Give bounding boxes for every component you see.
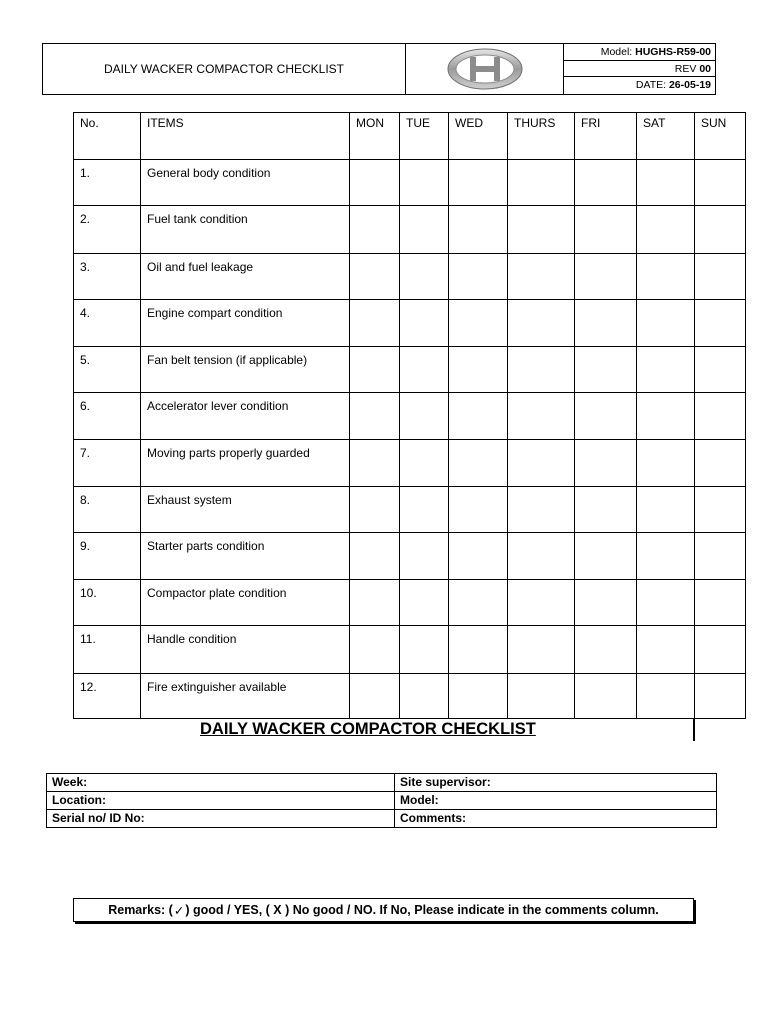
day-check-cell[interactable] xyxy=(637,673,695,718)
day-check-cell[interactable] xyxy=(575,206,637,253)
day-check-cell[interactable] xyxy=(508,579,575,625)
site-supervisor-field[interactable]: Site supervisor: xyxy=(395,774,717,792)
row-item: Compactor plate condition xyxy=(141,579,350,625)
row-number: 10. xyxy=(74,579,141,625)
col-header: ITEMS xyxy=(141,113,350,160)
day-check-cell[interactable] xyxy=(350,532,400,579)
section-title: DAILY WACKER COMPACTOR CHECKLIST xyxy=(200,720,536,738)
col-header: SUN xyxy=(695,113,746,160)
day-check-cell[interactable] xyxy=(350,579,400,625)
meta-rev: REV 00 xyxy=(564,61,715,78)
day-check-cell[interactable] xyxy=(350,487,400,532)
checklist-row xyxy=(74,299,746,346)
location-field[interactable]: Location: xyxy=(47,792,395,810)
col-header: TUE xyxy=(400,113,449,160)
row-number: 5. xyxy=(74,347,141,392)
day-check-cell[interactable] xyxy=(400,439,449,486)
day-check-cell[interactable] xyxy=(637,439,695,486)
day-check-cell[interactable] xyxy=(400,392,449,439)
checklist-row xyxy=(74,347,746,392)
day-check-cell[interactable] xyxy=(449,160,508,206)
day-check-cell[interactable] xyxy=(637,347,695,392)
row-item: Accelerator lever condition xyxy=(141,392,350,439)
row-number: 7. xyxy=(74,439,141,486)
day-check-cell[interactable] xyxy=(350,160,400,206)
day-check-cell[interactable] xyxy=(449,532,508,579)
serial-field[interactable]: Serial no/ ID No: xyxy=(47,810,395,828)
col-header: MON xyxy=(350,113,400,160)
day-check-cell[interactable] xyxy=(695,439,746,486)
day-check-cell[interactable] xyxy=(575,626,637,673)
day-check-cell[interactable] xyxy=(695,206,746,253)
logo-emblem-icon xyxy=(446,47,524,91)
day-check-cell[interactable] xyxy=(637,206,695,253)
day-check-cell[interactable] xyxy=(400,253,449,299)
day-check-cell[interactable] xyxy=(508,299,575,346)
day-check-cell[interactable] xyxy=(508,206,575,253)
day-check-cell[interactable] xyxy=(575,347,637,392)
checklist-row xyxy=(74,160,746,206)
row-item: Moving parts properly guarded xyxy=(141,439,350,486)
day-check-cell[interactable] xyxy=(575,532,637,579)
day-check-cell[interactable] xyxy=(637,160,695,206)
day-check-cell[interactable] xyxy=(449,253,508,299)
row-item: Exhaust system xyxy=(141,487,350,532)
day-check-cell[interactable] xyxy=(449,673,508,718)
checklist-row xyxy=(74,673,746,718)
row-number: 4. xyxy=(74,299,141,346)
checklist-row xyxy=(74,392,746,439)
row-number: 2. xyxy=(74,206,141,253)
remarks-box xyxy=(73,898,694,922)
row-item: Handle condition xyxy=(141,626,350,673)
day-check-cell[interactable] xyxy=(575,160,637,206)
day-check-cell[interactable] xyxy=(637,626,695,673)
day-check-cell[interactable] xyxy=(449,579,508,625)
day-check-cell[interactable] xyxy=(400,532,449,579)
col-header: FRI xyxy=(575,113,637,160)
day-check-cell[interactable] xyxy=(350,253,400,299)
day-check-cell[interactable] xyxy=(400,579,449,625)
day-check-cell[interactable] xyxy=(400,206,449,253)
day-check-cell[interactable] xyxy=(508,532,575,579)
day-check-cell[interactable] xyxy=(508,392,575,439)
day-check-cell[interactable] xyxy=(400,160,449,206)
day-check-cell[interactable] xyxy=(449,626,508,673)
day-check-cell[interactable] xyxy=(449,487,508,532)
row-number: 11. xyxy=(74,626,141,673)
day-check-cell[interactable] xyxy=(637,299,695,346)
col-header: SAT xyxy=(637,113,695,160)
day-check-cell[interactable] xyxy=(575,439,637,486)
day-check-cell[interactable] xyxy=(508,439,575,486)
day-check-cell[interactable] xyxy=(350,392,400,439)
row-item: Oil and fuel leakage xyxy=(141,253,350,299)
day-check-cell[interactable] xyxy=(637,579,695,625)
checklist-row xyxy=(74,626,746,673)
info-table xyxy=(46,773,717,828)
row-number: 8. xyxy=(74,487,141,532)
document-meta xyxy=(564,44,715,94)
day-check-cell[interactable] xyxy=(575,579,637,625)
header-title: DAILY WACKER COMPACTOR CHECKLIST xyxy=(43,44,406,94)
row-item: Fuel tank condition xyxy=(141,206,350,253)
day-check-cell[interactable] xyxy=(695,673,746,718)
day-check-cell[interactable] xyxy=(449,206,508,253)
row-number: 9. xyxy=(74,532,141,579)
col-header: THURS xyxy=(508,113,575,160)
day-check-cell[interactable] xyxy=(575,673,637,718)
row-item: Starter parts condition xyxy=(141,532,350,579)
day-check-cell[interactable] xyxy=(575,392,637,439)
model-field[interactable]: Model: xyxy=(395,792,717,810)
day-check-cell[interactable] xyxy=(695,487,746,532)
day-check-cell[interactable] xyxy=(508,347,575,392)
day-check-cell[interactable] xyxy=(400,626,449,673)
col-header: No. xyxy=(74,113,141,160)
comments-field[interactable]: Comments: xyxy=(395,810,717,828)
remarks-prefix: Remarks: ( xyxy=(108,903,173,917)
meta-model: Model: HUGHS-R59-00 xyxy=(564,44,715,61)
day-check-cell[interactable] xyxy=(575,487,637,532)
day-check-cell[interactable] xyxy=(695,392,746,439)
company-logo xyxy=(406,44,564,94)
day-check-cell[interactable] xyxy=(695,347,746,392)
day-check-cell[interactable] xyxy=(508,626,575,673)
row-number: 12. xyxy=(74,673,141,718)
day-check-cell[interactable] xyxy=(508,160,575,206)
day-check-cell[interactable] xyxy=(350,439,400,486)
remarks-text: ) good / YES, ( X ) No good / NO. If No, Please indicate in the comments column. xyxy=(185,903,659,917)
checklist-row xyxy=(74,206,746,253)
day-check-cell[interactable] xyxy=(350,206,400,253)
checklist-row xyxy=(74,532,746,579)
checklist-row xyxy=(74,579,746,625)
checklist-row xyxy=(74,439,746,486)
day-check-cell[interactable] xyxy=(695,160,746,206)
meta-date: DATE: 26-05-19 xyxy=(635,79,711,92)
day-check-cell[interactable] xyxy=(350,673,400,718)
checklist-row xyxy=(74,487,746,532)
row-number: 3. xyxy=(74,253,141,299)
day-check-cell[interactable] xyxy=(350,299,400,346)
day-check-cell[interactable] xyxy=(449,392,508,439)
day-check-cell[interactable] xyxy=(449,439,508,486)
document-header xyxy=(42,43,716,95)
row-item: Fire extinguisher available xyxy=(141,673,350,718)
day-check-cell[interactable] xyxy=(350,347,400,392)
day-check-cell[interactable] xyxy=(695,532,746,579)
col-header: WED xyxy=(449,113,508,160)
day-check-cell[interactable] xyxy=(637,532,695,579)
day-check-cell[interactable] xyxy=(449,299,508,346)
row-item: Engine compart condition xyxy=(141,299,350,346)
day-check-cell[interactable] xyxy=(637,487,695,532)
day-check-cell[interactable] xyxy=(695,626,746,673)
day-check-cell[interactable] xyxy=(637,392,695,439)
day-check-cell[interactable] xyxy=(449,347,508,392)
day-check-cell[interactable] xyxy=(695,299,746,346)
title-divider xyxy=(693,718,695,741)
day-check-cell[interactable] xyxy=(350,626,400,673)
row-item: Fan belt tension (if applicable) xyxy=(141,347,350,392)
row-number: 6. xyxy=(74,392,141,439)
checkmark-icon: ✓ xyxy=(173,903,185,918)
day-check-cell[interactable] xyxy=(575,299,637,346)
day-check-cell[interactable] xyxy=(508,253,575,299)
day-check-cell[interactable] xyxy=(508,487,575,532)
day-check-cell[interactable] xyxy=(695,253,746,299)
day-check-cell[interactable] xyxy=(400,487,449,532)
day-check-cell[interactable] xyxy=(637,253,695,299)
day-check-cell[interactable] xyxy=(400,347,449,392)
day-check-cell[interactable] xyxy=(508,673,575,718)
row-number: 1. xyxy=(74,160,141,206)
checklist-row xyxy=(74,253,746,299)
week-field[interactable]: Week: xyxy=(47,774,395,792)
day-check-cell[interactable] xyxy=(400,673,449,718)
checklist-table xyxy=(73,112,746,719)
checklist-header-row xyxy=(74,113,746,160)
row-item: General body condition xyxy=(141,160,350,206)
day-check-cell[interactable] xyxy=(400,299,449,346)
day-check-cell[interactable] xyxy=(695,579,746,625)
day-check-cell[interactable] xyxy=(575,253,637,299)
